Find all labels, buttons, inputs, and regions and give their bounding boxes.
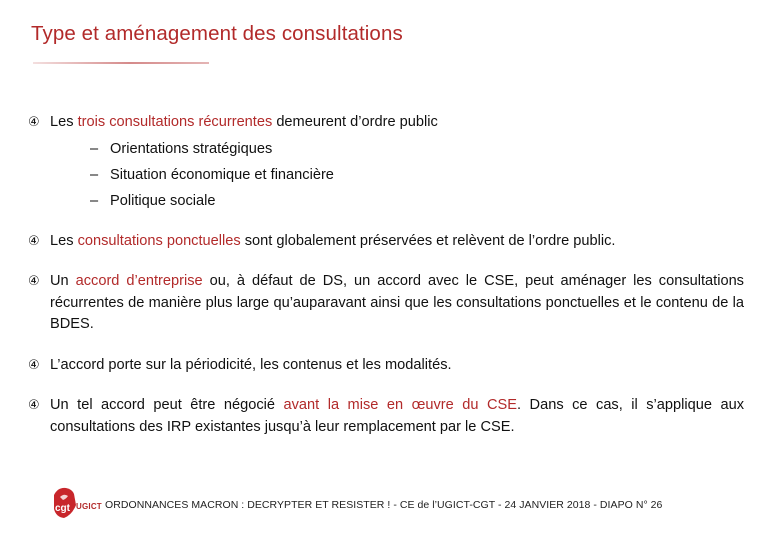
bullet-text-post: ou, à défaut de DS, un accord avec le CSE, peut aménager les consultations récurrentes de manière plus large qu’auparavant ainsi que les consultations ponctuelles et le contenu de la BDES. bbox=[50, 273, 744, 332]
bullet-agreement-scope bbox=[28, 354, 744, 377]
bullet-highlight: avant la mise en œuvre du CSE bbox=[283, 397, 517, 413]
bullet-highlight: trois consultations récurrentes bbox=[77, 114, 273, 130]
bullet-company-agreement bbox=[28, 270, 744, 336]
sub-item bbox=[50, 162, 744, 188]
sub-list bbox=[50, 136, 744, 214]
svg-text:cgt: cgt bbox=[55, 503, 70, 514]
sub-item-label: Situation économique et financière bbox=[110, 166, 334, 183]
bullet-text-pre: L’accord porte sur la périodicité, les contenus et les modalités. bbox=[50, 356, 452, 373]
footer-text: ORDONNANCES MACRON : DECRYPTER ET RESISTER ! - CE de l’UGICT-CGT - 24 JANVIER 2018 - DIAPO N° 26 bbox=[105, 499, 663, 511]
bullet-negotiation-timing bbox=[28, 394, 744, 438]
dash-icon: – bbox=[90, 166, 99, 183]
bullet-text-pre: Les bbox=[50, 232, 78, 249]
bullet-icon: ④ bbox=[28, 114, 40, 129]
title-underline bbox=[33, 62, 209, 64]
sub-item bbox=[50, 188, 744, 214]
dash-icon: – bbox=[90, 192, 99, 209]
cgt-logo bbox=[52, 485, 102, 521]
bullet-icon: ④ bbox=[28, 356, 40, 372]
bullet-icon: ④ bbox=[28, 273, 40, 288]
bullet-text-pre: Un tel accord peut être négocié bbox=[50, 397, 284, 413]
bullet-highlight: accord d’entreprise bbox=[75, 273, 203, 289]
logo-text: UGICT bbox=[76, 502, 102, 511]
bullet-highlight: consultations ponctuelles bbox=[77, 232, 241, 249]
sub-item bbox=[50, 136, 744, 162]
bullet-ponctual-consultations bbox=[28, 230, 744, 253]
bullet-icon: ④ bbox=[28, 232, 40, 248]
sub-item-label: Politique sociale bbox=[110, 192, 216, 209]
slide-content bbox=[28, 111, 744, 456]
bullet-recurrent-consultations bbox=[28, 111, 744, 214]
bullet-text-post: demeurent d’ordre public bbox=[272, 114, 438, 130]
page-title: Type et aménagement des consultations bbox=[31, 22, 403, 45]
bullet-text-post: sont globalement préservées et relèvent de l’ordre public. bbox=[240, 232, 616, 249]
sub-item-label: Orientations stratégiques bbox=[110, 140, 273, 157]
dash-icon: – bbox=[90, 140, 99, 157]
bullet-text-pre: Un bbox=[50, 273, 76, 289]
bullet-text-post: . Dans ce cas, il s’applique aux consultations des IRP existantes jusqu’à leur remplacement par le CSE. bbox=[50, 397, 745, 435]
bullet-text-pre: Les bbox=[50, 114, 78, 130]
bullet-icon: ④ bbox=[28, 397, 40, 412]
